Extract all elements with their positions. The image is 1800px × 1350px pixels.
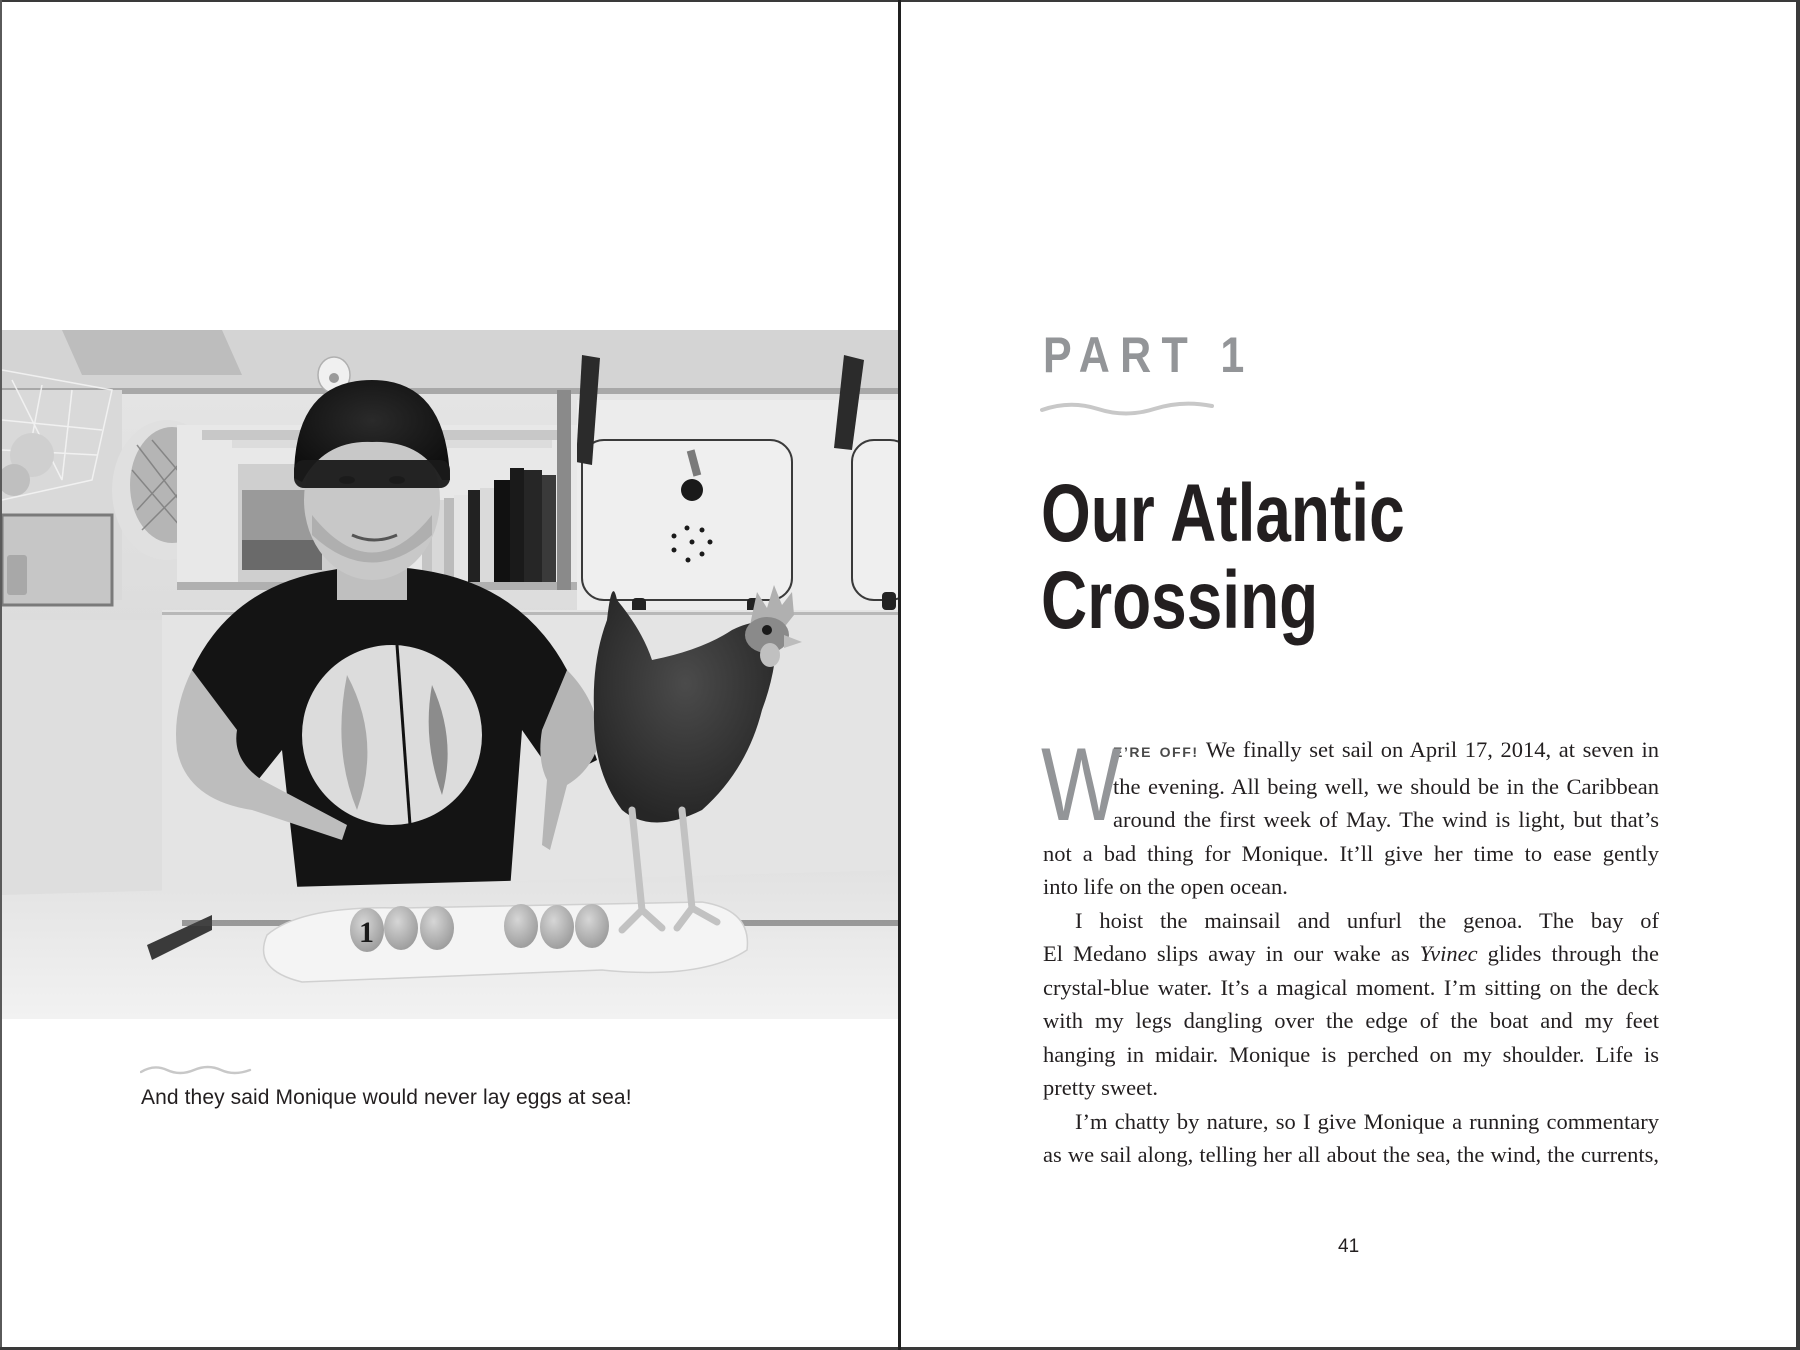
lead-in-smallcaps: E’RE OFF!	[1113, 744, 1199, 760]
body-line: around the first week of May. The wind is light, but that’s	[1113, 807, 1659, 832]
paragraph-3	[1043, 1105, 1659, 1172]
body-line	[1043, 937, 1659, 971]
photo-man-hen-eggs-icon	[2, 330, 898, 1019]
photo-caption: And they said Monique would never lay eggs at sea!	[141, 1086, 632, 1109]
paragraph-1	[1041, 727, 1659, 904]
body-line-text: We finally set sail on April 17, 2014, at seven in	[1198, 737, 1659, 762]
body-line: I’m chatty by nature, so I give Monique a running commentary	[1075, 1108, 1659, 1134]
body-line: crystal-blue water. It’s a magical moment. I’m sitting on the deck	[1043, 974, 1659, 1000]
body-line	[1043, 733, 1659, 770]
body-line: hanging in midair. Monique is perched on my shoulder. Life is	[1043, 1041, 1659, 1067]
body-line: with my legs dangling over the edge of the boat and my feet	[1043, 1008, 1659, 1033]
book-spine-divider	[898, 0, 901, 1350]
chapter-title	[1041, 470, 1405, 644]
body-line: not a bad thing for Monique. It’ll give her time to ease gently	[1043, 840, 1659, 866]
body-line: into life on the open ocean.	[1043, 874, 1288, 899]
boat-name-italic: Yvinec	[1419, 941, 1478, 966]
part-wave-ornament-icon	[1040, 398, 1216, 420]
page-number: 41	[1338, 1236, 1360, 1257]
egg-number: 1	[359, 916, 374, 949]
body-line: as we sail along, telling her all about the sea, the wind, the currents,	[1043, 1142, 1659, 1167]
body-line: I hoist the mainsail and unfurl the genoa. The bay of	[1075, 907, 1659, 933]
part-label: PART 1	[1043, 327, 1255, 383]
chapter-photo	[2, 330, 898, 1019]
body-line-text: El Medano slips away in our wake as	[1043, 941, 1420, 966]
body-line: pretty sweet.	[1043, 1075, 1158, 1100]
body-line: the evening. All being well, we should be in the Caribbean	[1113, 773, 1659, 799]
chapter-title-line-2: Crossing	[1041, 555, 1319, 646]
drop-cap: W	[1041, 727, 1122, 843]
page-border-right	[1796, 0, 1800, 1350]
body-line-text: glides through the	[1477, 941, 1660, 966]
chapter-title-line-1: Our Atlantic	[1041, 468, 1405, 559]
chapter-body-text	[1041, 727, 1660, 1172]
caption-wave-ornament-icon	[140, 1063, 252, 1077]
paragraph-2	[1043, 904, 1659, 1105]
